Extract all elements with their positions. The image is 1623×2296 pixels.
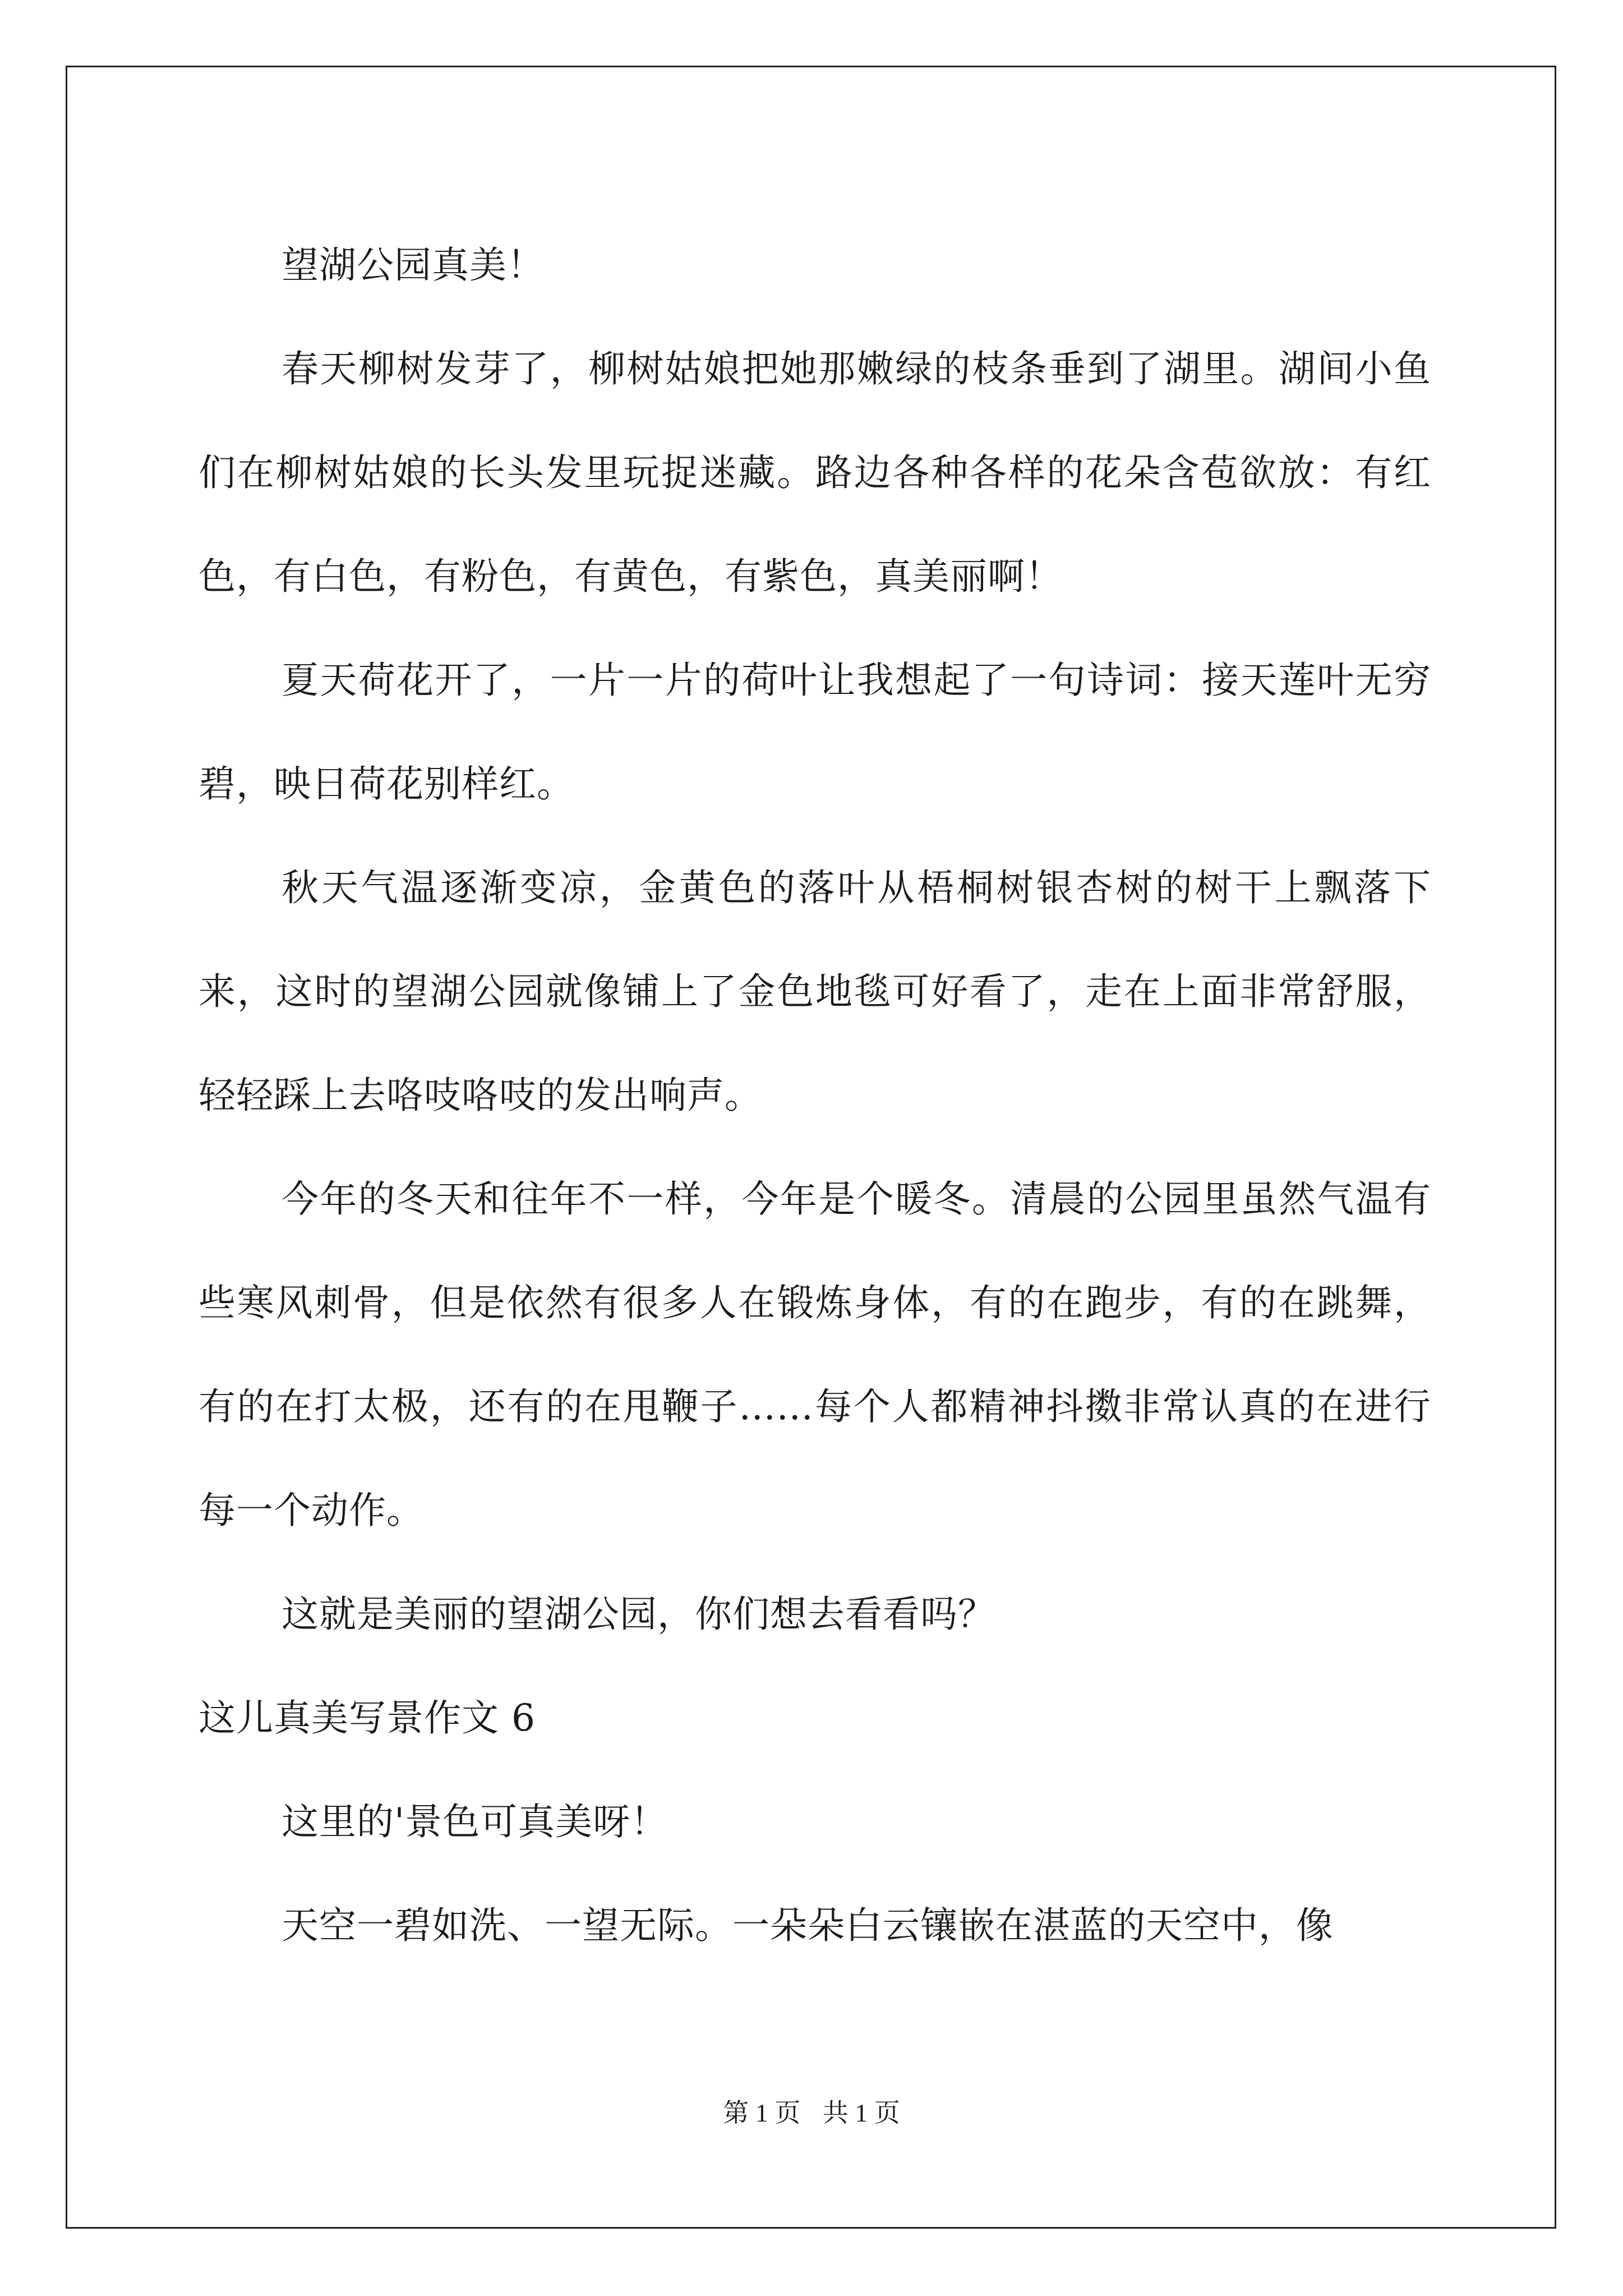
paragraph: 天空一碧如洗、一望无际。一朵朵白云镶嵌在湛蓝的天空中，像	[282, 1904, 1334, 1947]
paragraph: 今年的冬天和往年不一样，今年是个暖冬。清晨的公园里虽然气温有些寒风刺骨，但是依然有很多人在锻炼身体，有的在跑步，有的在跳舞，有的在打太极，还有的在甩鞭子……每个人都精神抖擞非常认真的在进行每一个动作。	[199, 1177, 1431, 1532]
page-footer	[0, 2092, 1623, 2129]
paragraph: 这就是美丽的望湖公园，你们想去看看吗？	[282, 1593, 995, 1636]
page-number: 第 1 页	[723, 2099, 801, 2127]
document-body	[199, 213, 1431, 1977]
paragraph: 夏天荷花开了，一片一片的荷叶让我想起了一句诗词：接天莲叶无穷碧，映日荷花别样红。	[199, 659, 1431, 806]
paragraph: 望湖公园真美！	[282, 243, 545, 287]
page-total: 共 1 页	[822, 2099, 900, 2127]
paragraph: 这里的'景色可真美呀！	[282, 1800, 668, 1843]
section-heading: 这儿真美写景作文 6	[199, 1696, 536, 1740]
paragraph: 春天柳树发芽了，柳树姑娘把她那嫩绿的枝条垂到了湖里。湖间小鱼们在柳树姑娘的长头发里玩捉迷藏。路边各种各样的花朵含苞欲放：有红色，有白色，有粉色，有黄色，有紫色，真美丽啊！	[199, 347, 1431, 598]
paragraph: 秋天气温逐渐变凉，金黄色的落叶从梧桐树银杏树的树干上飘落下来，这时的望湖公园就像铺上了金色地毯可好看了，走在上面非常舒服，轻轻踩上去咯吱咯吱的发出响声。	[199, 866, 1431, 1117]
